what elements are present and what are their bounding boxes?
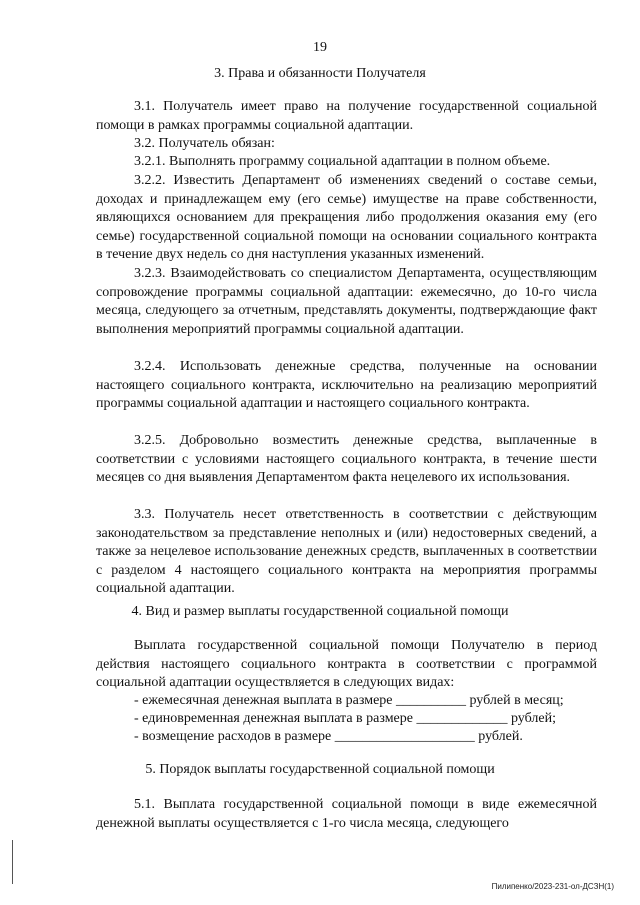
margin-mark <box>12 840 13 884</box>
paragraph-3-3: 3.3. Получатель несет ответственность в соответствии с действующим законодательством за представление неполных и (или) недостоверных сведений, а также за нецелевое использование денежных средств, выплаченных в соответствии с разделом 4 настоящего социального контракта на мероприятия программы социальной адаптации. <box>96 507 597 597</box>
payment-item-reimbursement: - возмещение расходов в размере ____________________ рублей. <box>134 729 523 744</box>
section-5-title: 5. Порядок выплаты государственной социальной помощи <box>145 762 495 777</box>
payment-item-monthly: - ежемесячная денежная выплата в размере __________ рублей в месяц; <box>134 693 564 708</box>
paragraph-3-2-2: 3.2.2. Известить Департамент об изменениях сведений о составе семьи, доходах и принадлежащем ему (его семье) имуществе на праве собственности, являющихся основанием для прекращения либо продолжения оказания ему (его семье) государственной социальной помощи на основании социального контракта в течение двух недель со дня наступления указанных изменений. <box>96 173 597 263</box>
paragraph-3-2: 3.2. Получатель обязан: <box>134 136 275 151</box>
paragraph-3-1: 3.1. Получатель имеет право на получение государственной социальной помощи в рамках программы социальной адаптации. <box>96 99 597 133</box>
paragraph-3-2-1: 3.2.1. Выполнять программу социальной адаптации в полном объеме. <box>134 154 551 169</box>
paragraph-3-2-4: 3.2.4. Использовать денежные средства, полученные на основании настоящего социального контракта, исключительно на реализацию мероприятий программы социальной адаптации и настоящего социального контракта. <box>96 359 597 412</box>
paragraph-5-1: 5.1. Выплата государственной социальной помощи в виде ежемесячной денежной выплаты осуществляется с 1-го числа месяца, следующего <box>96 797 597 831</box>
footer-reference: Пилипенко/2023-231-ол-ДСЗН(1) <box>491 882 614 891</box>
paragraph-3-2-5: 3.2.5. Добровольно возместить денежные средства, выплаченные в соответствии с условиями настоящего социального контракта, в течение шести месяцев со дня выявления Департаментом факта нецелевого их использования. <box>96 433 597 486</box>
paragraph-3-2-3: 3.2.3. Взаимодействовать со специалистом Департамента, осуществляющим сопровождение программы социальной адаптации: ежемесячно, до 10-го числа месяца, следующего за отчетным, представлять документы, подтверждающие факт выполнения мероприятий программы социальной адаптации. <box>96 266 597 337</box>
section-3-title: 3. Права и обязанности Получателя <box>214 66 426 81</box>
section-4-title: 4. Вид и размер выплаты государственной социальной помощи <box>131 604 509 619</box>
paragraph-4-intro: Выплата государственной социальной помощи Получателю в период действия настоящего социального контракта в соответствии с программой социальной адаптации осуществляется в следующих видах: <box>96 638 597 691</box>
page-number: 19 <box>313 40 327 55</box>
payment-item-lump-sum: - единовременная денежная выплата в размере _____________ рублей; <box>134 711 556 726</box>
